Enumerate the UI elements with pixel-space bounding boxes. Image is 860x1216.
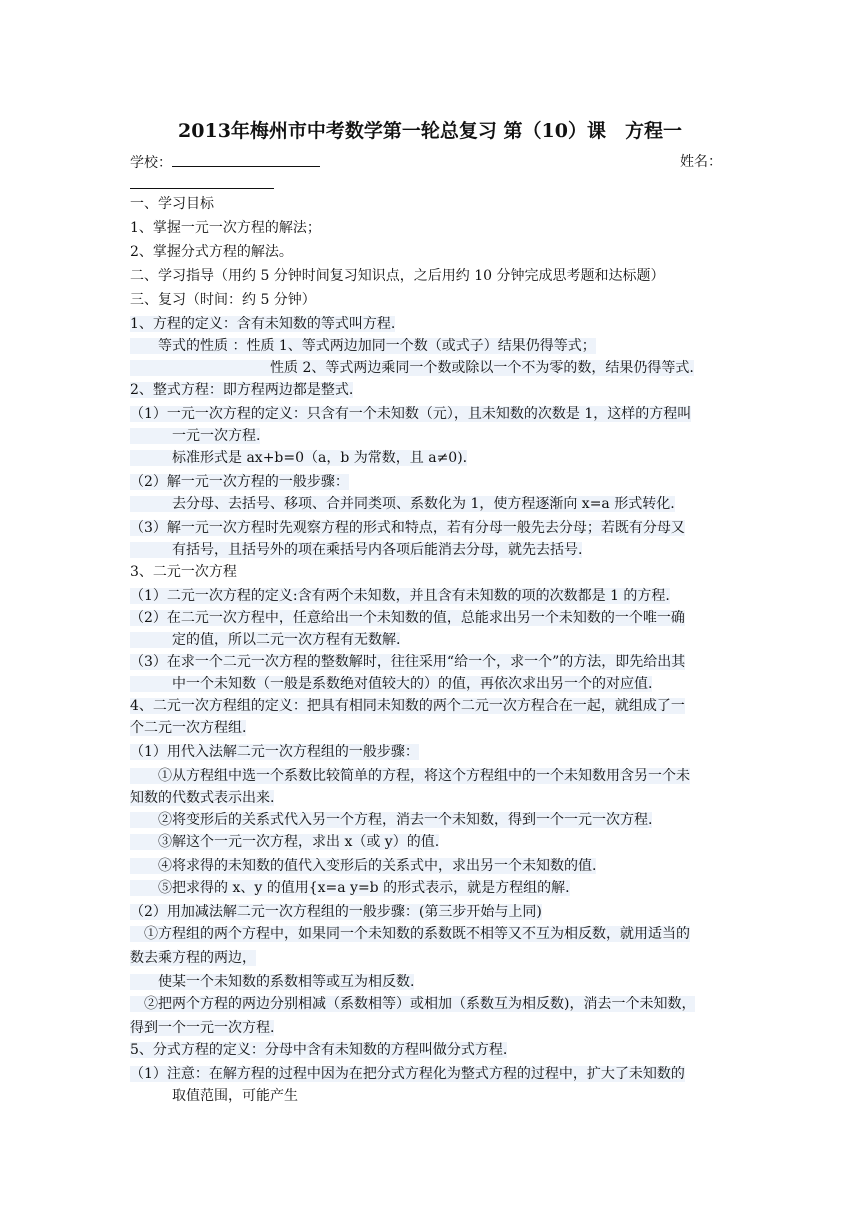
text-line [130,902,542,922]
text-line [130,948,256,968]
text-line [130,194,214,214]
text-line [130,696,685,716]
text-line [130,652,685,672]
text-line-content: （2）解一元一次方程的一般步骤： [130,474,349,490]
text-line-content: 标准形式是 ax+b=0（a，b 为常数，且 a≠0). [130,450,468,466]
text-line [130,242,293,262]
text-line [130,314,395,334]
text-line-content: 5、分式方程的定义：分母中含有未知数的方程叫做分式方程. [130,1042,508,1058]
text-line [130,290,316,310]
text-line [130,742,419,762]
text-line [130,1064,685,1084]
text-line [130,1040,507,1060]
text-line [130,718,246,738]
text-line [130,358,694,378]
text-line-content: （1）一元一次方程的定义：只含有一个未知数（元），且未知数的次数是 1，这样的方程叫 [130,406,692,422]
text-line-content: 个二元一次方程组. [130,720,247,736]
text-line-content: 三、复习（时间：约 5 分钟） [130,292,316,308]
text-line-content: 知数的代数式表示出来. [130,790,275,806]
text-line-content: 中一个未知数（一般是系数绝对值较大的）的值，再依次求出另一个的对应值. [130,676,653,692]
text-line [130,218,321,238]
text-line [130,994,695,1014]
text-line-content: 等式的性质 ：性质 1、等式两边加同一个数（或式子）结果仍得等式； [130,338,596,354]
text-line-content: （3）在求一个二元一次方程的整数解时，往往采用“给一个，求一个”的方法，即先给出其 [130,654,686,670]
text-line-content: 取值范围，可能产生 [130,1088,298,1104]
name-label: 姓名： [680,154,722,170]
text-line [130,518,685,538]
text-line-content: 4、二元一次方程组的定义：把具有相同未知数的两个二元一次方程合在一起，就组成了一 [130,698,685,714]
text-line [130,766,690,786]
name-blank [130,188,274,189]
text-line-content: 1、方程的定义：含有未知数的等式叫方程. [130,316,396,332]
text-line-content: （3）解一元一次方程时先观察方程的形式和特点，若有分母一般先去分母；若既有分母又 [130,520,685,536]
text-line [130,972,414,992]
text-line [130,266,665,286]
text-line-content: ③解这个一元一次方程，求出 x（或 y）的值. [130,834,440,850]
text-line [130,1086,298,1106]
text-line-content: ⑤把求得的 x、y 的值用{x=a y=b 的形式表示，就是方程组的解. [130,880,570,896]
text-line-content: 2、整式方程：即方程两边都是整式. [130,382,354,398]
text-line-content: 去分母、去括号、移项、合并同类项、系数化为 1，使方程逐渐向 x=a 形式转化. [130,496,675,512]
text-line [130,404,691,424]
text-line-content: ②将变形后的关系式代入另一个方程，消去一个未知数，得到一个一元一次方程. [130,812,653,828]
school-field [130,152,320,173]
text-line [130,608,685,628]
text-line-content: ①方程组的两个方程中，如果同一个未知数的系数既不相等又不互为相反数，就用适当的 [130,926,690,942]
text-line [130,1018,274,1038]
text-line [130,448,467,468]
text-line-content: ④将求得的未知数的值代入变形后的关系式中，求出另一个未知数的值. [130,858,597,874]
text-line-content: 一、学习目标 [130,196,214,212]
text-line [130,924,690,944]
text-line-content: 一元一次方程. [130,428,261,444]
school-blank [172,152,320,167]
text-line-content: 数去乘方程的两边， [130,950,256,966]
text-line-content: （1）二元一次方程的定义:含有两个未知数，并且含有未知数的项的次数都是 1 的方程. [130,588,670,604]
text-line-content: 2、掌握分式方程的解法。 [130,244,293,260]
text-line [130,856,596,876]
text-line [130,810,652,830]
text-line [130,586,670,606]
text-line [130,630,400,650]
text-line-content: 1、掌握一元一次方程的解法； [130,220,321,236]
text-line-content: 得到一个一元一次方程. [130,1020,275,1036]
text-line-content: 二、学习指导（用约 5 分钟时间复习知识点，之后用约 10 分钟完成思考题和达标题） [130,268,665,284]
text-line [130,674,652,694]
text-line [130,472,349,492]
school-label: 学校： [130,155,172,171]
text-line-content: ①从方程组中选一个系数比较简单的方程，将这个方程组中的一个未知数用含另一个未 [130,768,690,784]
text-line-content: 定的值，所以二元一次方程有无数解. [130,632,401,648]
text-line [130,562,237,582]
text-line [130,832,439,852]
text-line-content: （1）注意：在解方程的过程中因为在把分式方程化为整式方程的过程中，扩大了未知数的 [130,1066,685,1082]
text-line [130,426,260,446]
text-line-content: 3、二元一次方程 [130,564,237,580]
page-title: 2013年梅州市中考数学第一轮总复习 第（10）课 方程一 [178,120,682,142]
text-line-content: （2）用加减法解二元一次方程组的一般步骤：(第三步开始与上同) [130,904,542,920]
text-line [130,336,596,356]
text-line-content: 性质 2、等式两边乘同一个数或除以一个不为零的数，结果仍得等式. [130,360,694,376]
text-line-content: （1）用代入法解二元一次方程组的一般步骤： [130,744,419,760]
text-line [130,380,353,400]
text-line [130,788,274,808]
text-line [130,494,675,514]
text-line-content: 使某一个未知数的系数相等或互为相反数. [130,974,415,990]
text-line-content: ②把两个方程的两边分别相减（系数相等）或相加（系数互为相反数)，消去一个未知数， [130,996,696,1012]
text-line-content: （2）在二元一次方程中，任意给出一个未知数的值，总能求出另一个未知数的一个唯一确 [130,610,685,626]
text-line [130,878,570,898]
text-line-content: 有括号，且括号外的项在乘括号内各项后能消去分母，就先去括号. [130,542,583,558]
text-line [130,540,582,560]
